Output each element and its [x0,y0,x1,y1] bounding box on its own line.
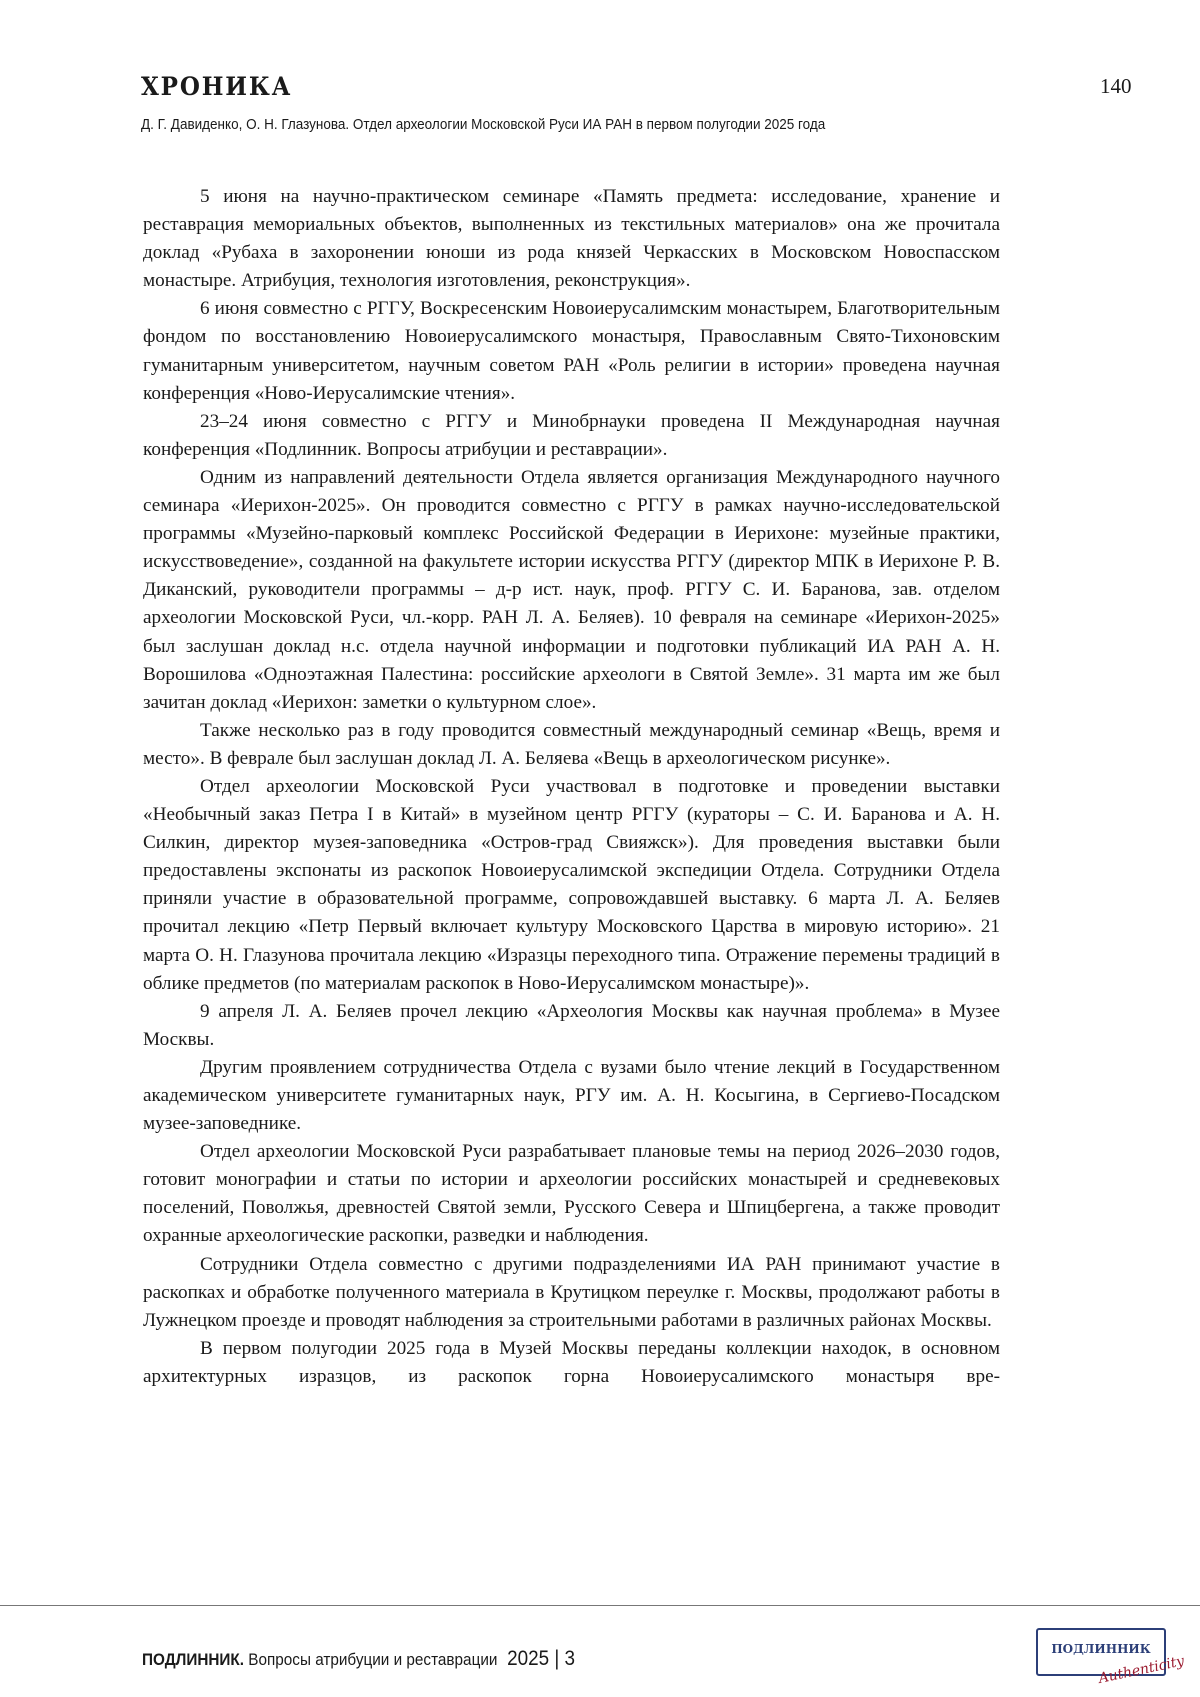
paragraph: Сотрудники Отдела совместно с другими подразделениями ИА РАН принимают участие в раскопках и обработке полученного материала в Крутицком переулке г. Москвы, продолжают работы в Лужнецком проезде и проводят наблюдения за строительными работами в различных районах Москвы. [143,1251,1000,1335]
paragraph: В первом полугодии 2025 года в Музей Москвы переданы коллекции находок, в основном архитектурных изразцов, из раскопок горна Новоиерусалимского монастыря вре- [143,1335,1000,1391]
article-body [143,183,1000,1391]
paragraph: 5 июня на научно-практическом семинаре «Память предмета: исследование, хранение и реставрация мемориальных объектов, выполненных из текстильных материалов» она же прочитала доклад «Рубаха в захоронении юноши из рода князей Черкасских в Московском Новоспасском монастыре. Атрибуция, технология изготовления, реконструкция». [143,183,1000,295]
page-number: 140 [1100,74,1132,99]
logo-text: ПОДЛИННИК [1038,1642,1164,1656]
journal-footer [142,1647,575,1671]
section-title: ХРОНИКА [141,72,292,101]
footer-divider [0,1605,1200,1606]
paragraph: 23–24 июня совместно с РГГУ и Минобрнауки проведена II Международная научная конференция «Подлинник. Вопросы атрибуции и реставрации». [143,408,1000,464]
journal-subtitle: Вопросы атрибуции и реставрации [244,1650,497,1669]
logo-signature: Authenticity [1097,1653,1185,1687]
paragraph: 9 апреля Л. А. Беляев прочел лекцию «Археология Москвы как научная проблема» в Музее Москвы. [143,998,1000,1054]
issue-number: 2025 | 3 [507,1647,575,1670]
paragraph: 6 июня совместно с РГГУ, Воскресенским Новоиерусалимским монастырем, Благотворительным фондом по восстановлению Новоиерусалимского монастыря, Православным Свято-Тихоновским гуманитарным университетом, научным советом РАН «Роль религии в истории» проведена научная конференция «Ново-Иерусалимские чтения». [143,295,1000,407]
paragraph: Отдел археологии Московской Руси разрабатывает плановые темы на период 2026–2030 годов, готовит монографии и статьи по истории и археологии российских монастырей и средневековых поселений, Поволжья, древностей Святой земли, Русского Севера и Шпицбергена, а также проводит охранные археологические раскопки, разведки и наблюдения. [143,1138,1000,1250]
paragraph: Также несколько раз в году проводится совместный международный семинар «Вещь, время и место». В феврале был заслушан доклад Л. А. Беляева «Вещь в археологическом рисунке». [143,717,1000,773]
journal-name: ПОДЛИННИК. [142,1650,244,1669]
paragraph: Отдел археологии Московской Руси участвовал в подготовке и проведении выставки «Необычный заказ Петра I в Китай» в музейном центр РГГУ (кураторы – С. И. Баранова и А. Н. Силкин, директор музея-заповедника «Остров-град Свияжск»). Для проведения выставки были предоставлены экспонаты из раскопок Новоиерусалимской экспедиции Отдела. Сотрудники Отдела приняли участие в образовательной программе, сопровождавшей выставку. 6 марта Л. А. Беляев прочитал лекцию «Петр Первый включает культуру Московского Царства в мировую историю». 21 марта О. Н. Глазунова прочитала лекцию «Изразцы переходного типа. Отражение перемены традиций в облике предметов (по материалам раскопок в Ново-Иерусалимском монастыре)». [143,773,1000,998]
running-head: Д. Г. Давиденко, О. Н. Глазунова. Отдел археологии Московской Руси ИА РАН в первом полугодии 2025 года [141,116,825,133]
paragraph: Другим проявлением сотрудничества Отдела с вузами было чтение лекций в Государственном академическом университете гуманитарных наук, РГУ им. А. Н. Косыгина, в Сергиево-Посадском музее-заповеднике. [143,1054,1000,1138]
journal-logo [1036,1628,1166,1676]
paragraph: Одним из направлений деятельности Отдела является организация Международного научного семинара «Иерихон-2025». Он проводится совместно с РГГУ в рамках научно-исследовательской программы «Музейно-парковый комплекс Российской Федерации в Иерихоне: музейные практики, искусствоведение», созданной на факультете истории искусства РГГУ (директор МПК в Иерихоне Р. В. Диканский, руководители программы – д-р ист. наук, проф. РГГУ С. И. Баранова, зав. отделом археологии Московской Руси, чл.-корр. РАН Л. А. Беляев). 10 февраля на семинаре «Иерихон-2025» был заслушан доклад н.с. отдела научной информации и подготовки публикаций ИА РАН А. Н. Ворошилова «Одноэтажная Палестина: российские археологи в Святой Земле». 31 марта им же был зачитан доклад «Иерихон: заметки о культурном слое». [143,464,1000,717]
